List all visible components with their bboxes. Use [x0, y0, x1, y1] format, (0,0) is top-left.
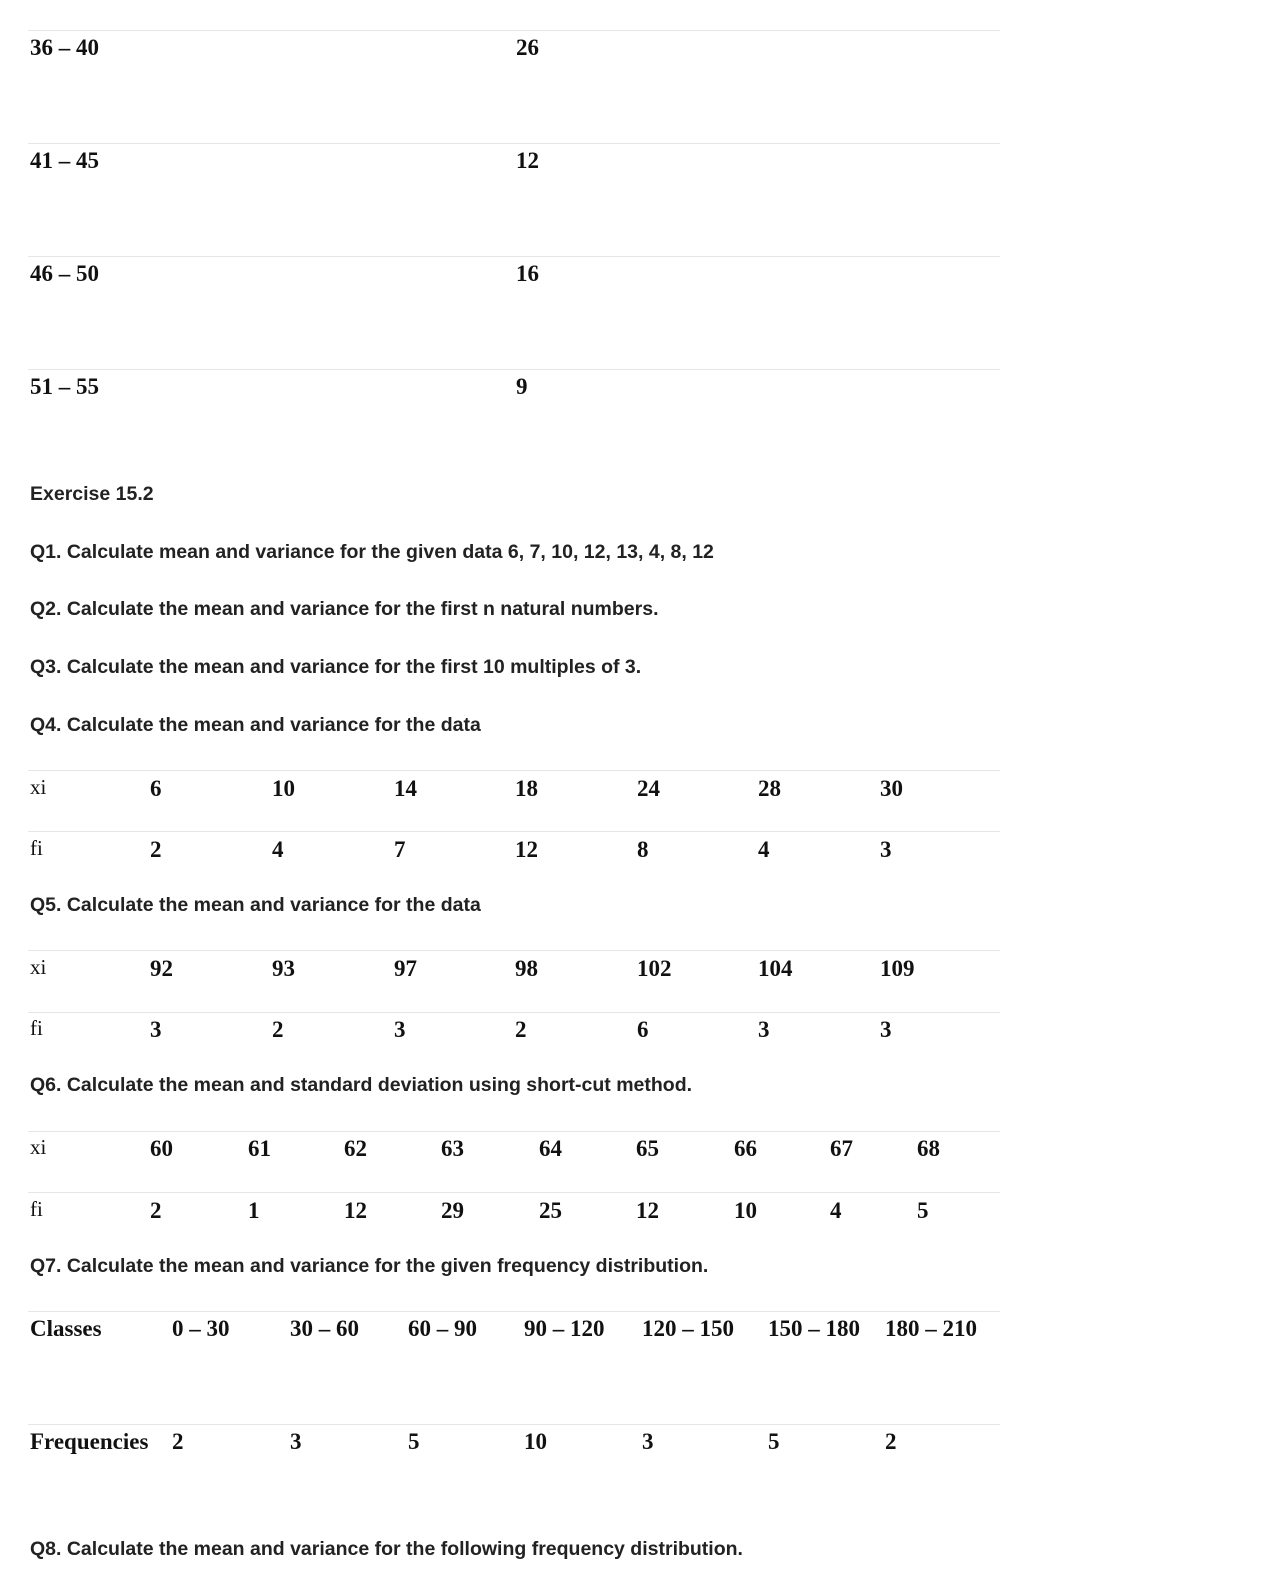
row-divider [28, 30, 1000, 31]
table-cell: 61 [248, 1136, 271, 1161]
table-cell: 6 [150, 776, 162, 801]
question-3: Q3. Calculate the mean and variance for the first 10 multiples of 3. [30, 656, 642, 678]
row-header: xi [30, 775, 47, 799]
table-cell: 3 [880, 1017, 892, 1042]
row-divider [28, 1012, 1000, 1013]
table-cell: 104 [758, 956, 793, 981]
table-cell: 3 [642, 1429, 654, 1454]
row-header: fi [30, 836, 43, 860]
table-cell: 109 [880, 956, 915, 981]
question-7: Q7. Calculate the mean and variance for the given frequency distribution. [30, 1255, 709, 1277]
table-cell: 62 [344, 1136, 367, 1161]
table-cell: 4 [272, 837, 284, 862]
table-cell: 63 [441, 1136, 464, 1161]
table-cell: 30 – 60 [290, 1316, 359, 1341]
row-divider [28, 143, 1000, 144]
table-cell: 3 [880, 837, 892, 862]
table-cell: 92 [150, 956, 173, 981]
table-cell: 3 [758, 1017, 770, 1042]
table-cell: 14 [394, 776, 417, 801]
table-cell: 93 [272, 956, 295, 981]
row-divider [28, 950, 1000, 951]
row-header: fi [30, 1016, 43, 1040]
row-divider [28, 1192, 1000, 1193]
table-cell: 66 [734, 1136, 757, 1161]
row-divider [28, 369, 1000, 370]
table-cell: 4 [830, 1198, 842, 1223]
row-divider [28, 256, 1000, 257]
question-8: Q8. Calculate the mean and variance for the following frequency distribution. [30, 1538, 743, 1560]
question-6: Q6. Calculate the mean and standard deviation using short-cut method. [30, 1074, 693, 1096]
table-cell: 5 [768, 1429, 780, 1454]
table-cell: 25 [539, 1198, 562, 1223]
row-header: 41 – 45 [30, 148, 99, 173]
table-cell: 10 [272, 776, 295, 801]
table-cell: 150 – 180 [768, 1316, 860, 1341]
table-cell: 8 [637, 837, 649, 862]
row-divider [28, 770, 1000, 771]
row-header: 46 – 50 [30, 261, 99, 286]
table-cell: 10 [734, 1198, 757, 1223]
row-header: 51 – 55 [30, 374, 99, 399]
table-cell: 97 [394, 956, 417, 981]
row-header: xi [30, 1135, 47, 1159]
table-cell: 180 – 210 [885, 1316, 977, 1341]
table-cell: 1 [248, 1198, 260, 1223]
table-cell: 120 – 150 [642, 1316, 734, 1341]
table-cell: 3 [394, 1017, 406, 1042]
table-cell: 12 [636, 1198, 659, 1223]
table-cell: 3 [150, 1017, 162, 1042]
table-cell: 12 [516, 148, 539, 173]
row-divider [28, 1311, 1000, 1312]
table-cell: 102 [637, 956, 672, 981]
table-cell: 12 [515, 837, 538, 862]
table-cell: 24 [637, 776, 660, 801]
table-cell: 98 [515, 956, 538, 981]
table-cell: 5 [917, 1198, 929, 1223]
table-cell: 2 [515, 1017, 527, 1042]
question-1: Q1. Calculate mean and variance for the given data 6, 7, 10, 12, 13, 4, 8, 12 [30, 541, 714, 563]
exercise-title: Exercise 15.2 [30, 483, 154, 505]
row-header: Frequencies [30, 1429, 149, 1454]
question-4: Q4. Calculate the mean and variance for the data [30, 714, 481, 736]
table-cell: 3 [290, 1429, 302, 1454]
question-5: Q5. Calculate the mean and variance for the data [30, 894, 481, 916]
table-cell: 68 [917, 1136, 940, 1161]
row-header: xi [30, 955, 47, 979]
table-cell: 4 [758, 837, 770, 862]
row-header: 36 – 40 [30, 35, 99, 60]
table-cell: 10 [524, 1429, 547, 1454]
table-cell: 28 [758, 776, 781, 801]
table-cell: 2 [150, 1198, 162, 1223]
table-cell: 2 [885, 1429, 897, 1454]
row-header: fi [30, 1197, 43, 1221]
row-divider [28, 1424, 1000, 1425]
table-cell: 90 – 120 [524, 1316, 605, 1341]
table-cell: 18 [515, 776, 538, 801]
table-cell: 7 [394, 837, 406, 862]
table-cell: 2 [272, 1017, 284, 1042]
table-cell: 0 – 30 [172, 1316, 230, 1341]
table-cell: 6 [637, 1017, 649, 1042]
table-cell: 29 [441, 1198, 464, 1223]
table-cell: 2 [172, 1429, 184, 1454]
table-cell: 65 [636, 1136, 659, 1161]
table-cell: 30 [880, 776, 903, 801]
table-cell: 12 [344, 1198, 367, 1223]
table-cell: 26 [516, 35, 539, 60]
row-divider [28, 1131, 1000, 1132]
table-cell: 60 [150, 1136, 173, 1161]
row-header: Classes [30, 1316, 102, 1341]
table-cell: 2 [150, 837, 162, 862]
table-cell: 5 [408, 1429, 420, 1454]
table-cell: 64 [539, 1136, 562, 1161]
row-divider [28, 831, 1000, 832]
table-cell: 60 – 90 [408, 1316, 477, 1341]
table-cell: 9 [516, 374, 528, 399]
question-2: Q2. Calculate the mean and variance for the first n natural numbers. [30, 598, 659, 620]
table-cell: 67 [830, 1136, 853, 1161]
table-cell: 16 [516, 261, 539, 286]
